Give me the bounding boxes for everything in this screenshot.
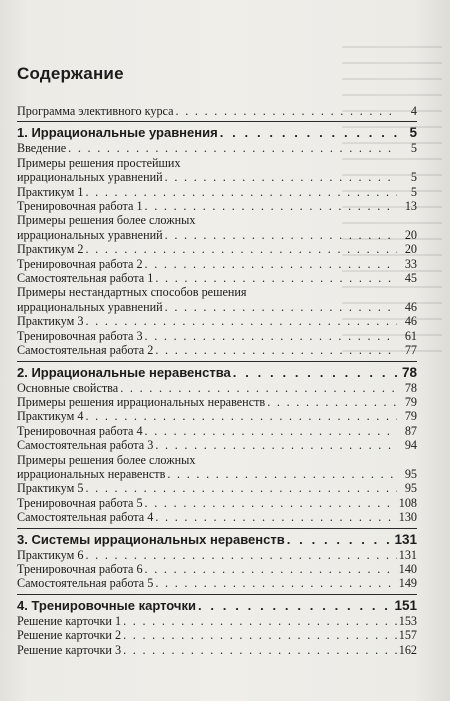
toc-page-number: 94 <box>404 438 417 453</box>
toc-entry-title: Тренировочная работа 1 <box>17 199 143 214</box>
toc-entry <box>17 285 417 314</box>
toc-entry <box>17 141 417 155</box>
toc-entry <box>17 628 417 642</box>
toc-entry-title: Практикум 5 <box>17 481 84 496</box>
dot-leader <box>145 424 397 438</box>
toc-page-number: 130 <box>398 510 417 525</box>
dot-leader <box>155 438 397 452</box>
dot-leader <box>165 170 397 184</box>
toc-page-number: 140 <box>398 561 417 576</box>
dot-leader <box>155 576 396 590</box>
toc-entry-title: Самостоятельная работа 4 <box>17 510 154 525</box>
table-of-contents <box>17 104 417 657</box>
toc-entry <box>17 329 417 343</box>
toc-entry-title: Тренировочная работа 4 <box>17 423 143 438</box>
toc-entry-title: Практикум 3 <box>17 314 84 329</box>
toc-page-number: 78 <box>404 380 417 395</box>
toc-page-number: 5 <box>410 170 417 185</box>
toc-page-number: 79 <box>404 394 417 409</box>
toc-page-number: 46 <box>404 314 417 329</box>
toc-entry-title-line: иррациональных неравенств <box>17 466 166 481</box>
toc-page-number: 95 <box>404 466 417 481</box>
toc-entry-title: Тренировочная работа 3 <box>17 328 143 343</box>
dot-leader <box>145 329 397 343</box>
toc-page-number: 61 <box>404 328 417 343</box>
toc-page-number: 87 <box>404 423 417 438</box>
toc-entry-title: Практикум 2 <box>17 242 84 257</box>
toc-entry-title-line: Примеры решения простейших <box>17 155 181 170</box>
toc-entry <box>17 562 417 576</box>
toc-page-number: 151 <box>394 597 417 613</box>
toc-page-number: 5 <box>410 141 417 156</box>
dot-leader <box>167 467 397 481</box>
toc-entry <box>17 381 417 395</box>
dot-leader <box>155 510 396 524</box>
toc-entry <box>17 510 417 524</box>
toc-entry-title: Программа элективного курса <box>17 104 174 118</box>
toc-entry <box>17 314 417 328</box>
toc-entry-title-line: Примеры решения более сложных <box>17 213 196 228</box>
dot-leader <box>220 125 397 141</box>
toc-entry <box>17 496 417 510</box>
toc-entry <box>17 257 417 271</box>
toc-page-number: 5 <box>410 184 417 199</box>
dot-leader <box>85 314 397 328</box>
dot-leader <box>287 532 393 548</box>
dot-leader <box>198 598 393 614</box>
toc-entry <box>17 614 417 628</box>
toc-entry-title-line: иррациональных уравнений <box>17 170 163 185</box>
page-title: Содержание <box>17 64 124 83</box>
dot-leader <box>85 548 396 562</box>
toc-entry-title: Практикум 6 <box>17 547 84 562</box>
toc-entry <box>17 576 417 590</box>
dot-leader <box>165 300 397 314</box>
dot-leader <box>145 562 397 576</box>
toc-page-number: 108 <box>398 495 417 510</box>
dot-leader <box>155 343 397 357</box>
toc-entry-title: Самостоятельная работа 1 <box>17 271 154 286</box>
toc-entry <box>17 185 417 199</box>
toc-page-number: 131 <box>394 531 417 547</box>
toc-page-number: 79 <box>404 409 417 424</box>
toc-page-number: 153 <box>398 613 417 628</box>
chapter-title: 3. Системы иррациональных неравенств <box>17 531 285 547</box>
section-divider <box>17 121 417 122</box>
toc-entry-last-line <box>17 300 417 314</box>
dot-leader <box>165 228 397 242</box>
toc-page-number: 131 <box>398 547 417 562</box>
toc-chapter-heading <box>17 598 417 614</box>
toc-page-number: 149 <box>398 576 417 591</box>
toc-entry-title-line: иррациональных уравнений <box>17 227 163 242</box>
toc-chapter-heading <box>17 365 417 381</box>
toc-page-number: 20 <box>404 242 417 257</box>
dot-leader <box>68 141 397 155</box>
toc-page-number: 4 <box>410 104 417 118</box>
toc-entry-title: Тренировочная работа 6 <box>17 561 143 576</box>
toc-entry-title-line: Примеры решения более сложных <box>17 452 196 467</box>
toc-entry <box>17 395 417 409</box>
dot-leader <box>145 199 397 213</box>
toc-chapter-heading <box>17 125 417 141</box>
toc-entry <box>17 271 417 285</box>
toc-page-number: 95 <box>404 481 417 496</box>
dot-leader <box>120 381 397 395</box>
toc-page-number: 162 <box>398 642 417 657</box>
toc-entry <box>17 242 417 256</box>
toc-entry-title: Самостоятельная работа 3 <box>17 438 154 453</box>
toc-page-number: 33 <box>404 256 417 271</box>
dot-leader <box>85 185 397 199</box>
toc-entry-title-line: Примеры нестандартных способов решения <box>17 285 247 300</box>
toc-page-number: 77 <box>404 343 417 358</box>
section-divider <box>17 594 417 595</box>
dot-leader <box>145 496 397 510</box>
toc-page-number: 5 <box>409 125 417 141</box>
toc-entry <box>17 199 417 213</box>
toc-entry-title: Тренировочная работа 5 <box>17 495 143 510</box>
toc-entry-title: Самостоятельная работа 2 <box>17 343 154 358</box>
toc-entry-last-line <box>17 467 417 481</box>
toc-entry <box>17 548 417 562</box>
toc-entry <box>17 409 417 423</box>
toc-entry <box>17 104 417 118</box>
chapter-title: 4. Тренировочные карточки <box>17 597 196 613</box>
dot-leader <box>233 365 397 381</box>
toc-entry-title: Практикум 4 <box>17 409 84 424</box>
toc-entry <box>17 156 417 185</box>
toc-entry-title: Основные свойства <box>17 380 119 395</box>
toc-entry-title: Самостоятельная работа 5 <box>17 576 154 591</box>
dot-leader <box>145 257 397 271</box>
toc-page-number: 78 <box>401 364 417 380</box>
toc-page-number: 157 <box>398 628 417 643</box>
toc-entry-title: Практикум 1 <box>17 184 84 199</box>
toc-entry-title: Тренировочная работа 2 <box>17 256 143 271</box>
dot-leader <box>123 628 397 642</box>
dot-leader <box>176 104 397 118</box>
toc-entry <box>17 438 417 452</box>
dot-leader <box>155 271 397 285</box>
chapter-title: 1. Иррациональные уравнения <box>17 125 218 141</box>
toc-entry-title: Решение карточки 2 <box>17 628 122 643</box>
toc-entry <box>17 343 417 357</box>
dot-leader <box>85 481 397 495</box>
toc-entry <box>17 453 417 482</box>
dot-leader <box>267 395 397 409</box>
toc-page-number: 46 <box>404 299 417 314</box>
toc-entry-last-line <box>17 170 417 184</box>
toc-entry-last-line <box>17 228 417 242</box>
toc-page-number: 13 <box>404 199 417 214</box>
toc-entry <box>17 643 417 657</box>
section-divider <box>17 528 417 529</box>
dot-leader <box>123 614 397 628</box>
toc-entry <box>17 481 417 495</box>
toc-page-number: 45 <box>404 271 417 286</box>
section-divider <box>17 361 417 362</box>
dot-leader <box>123 643 397 657</box>
toc-entry-title: Введение <box>17 141 67 156</box>
toc-entry-title: Примеры решения иррациональных неравенств <box>17 394 266 409</box>
toc-entry <box>17 424 417 438</box>
toc-entry-title-line: иррациональных уравнений <box>17 299 163 314</box>
chapter-title: 2. Иррациональные неравенства <box>17 364 231 380</box>
toc-entry <box>17 213 417 242</box>
dot-leader <box>85 242 397 256</box>
toc-entry-title: Решение карточки 1 <box>17 613 122 628</box>
toc-entry-title: Решение карточки 3 <box>17 642 122 657</box>
toc-chapter-heading <box>17 532 417 548</box>
dot-leader <box>85 409 397 423</box>
toc-page-number: 20 <box>404 227 417 242</box>
